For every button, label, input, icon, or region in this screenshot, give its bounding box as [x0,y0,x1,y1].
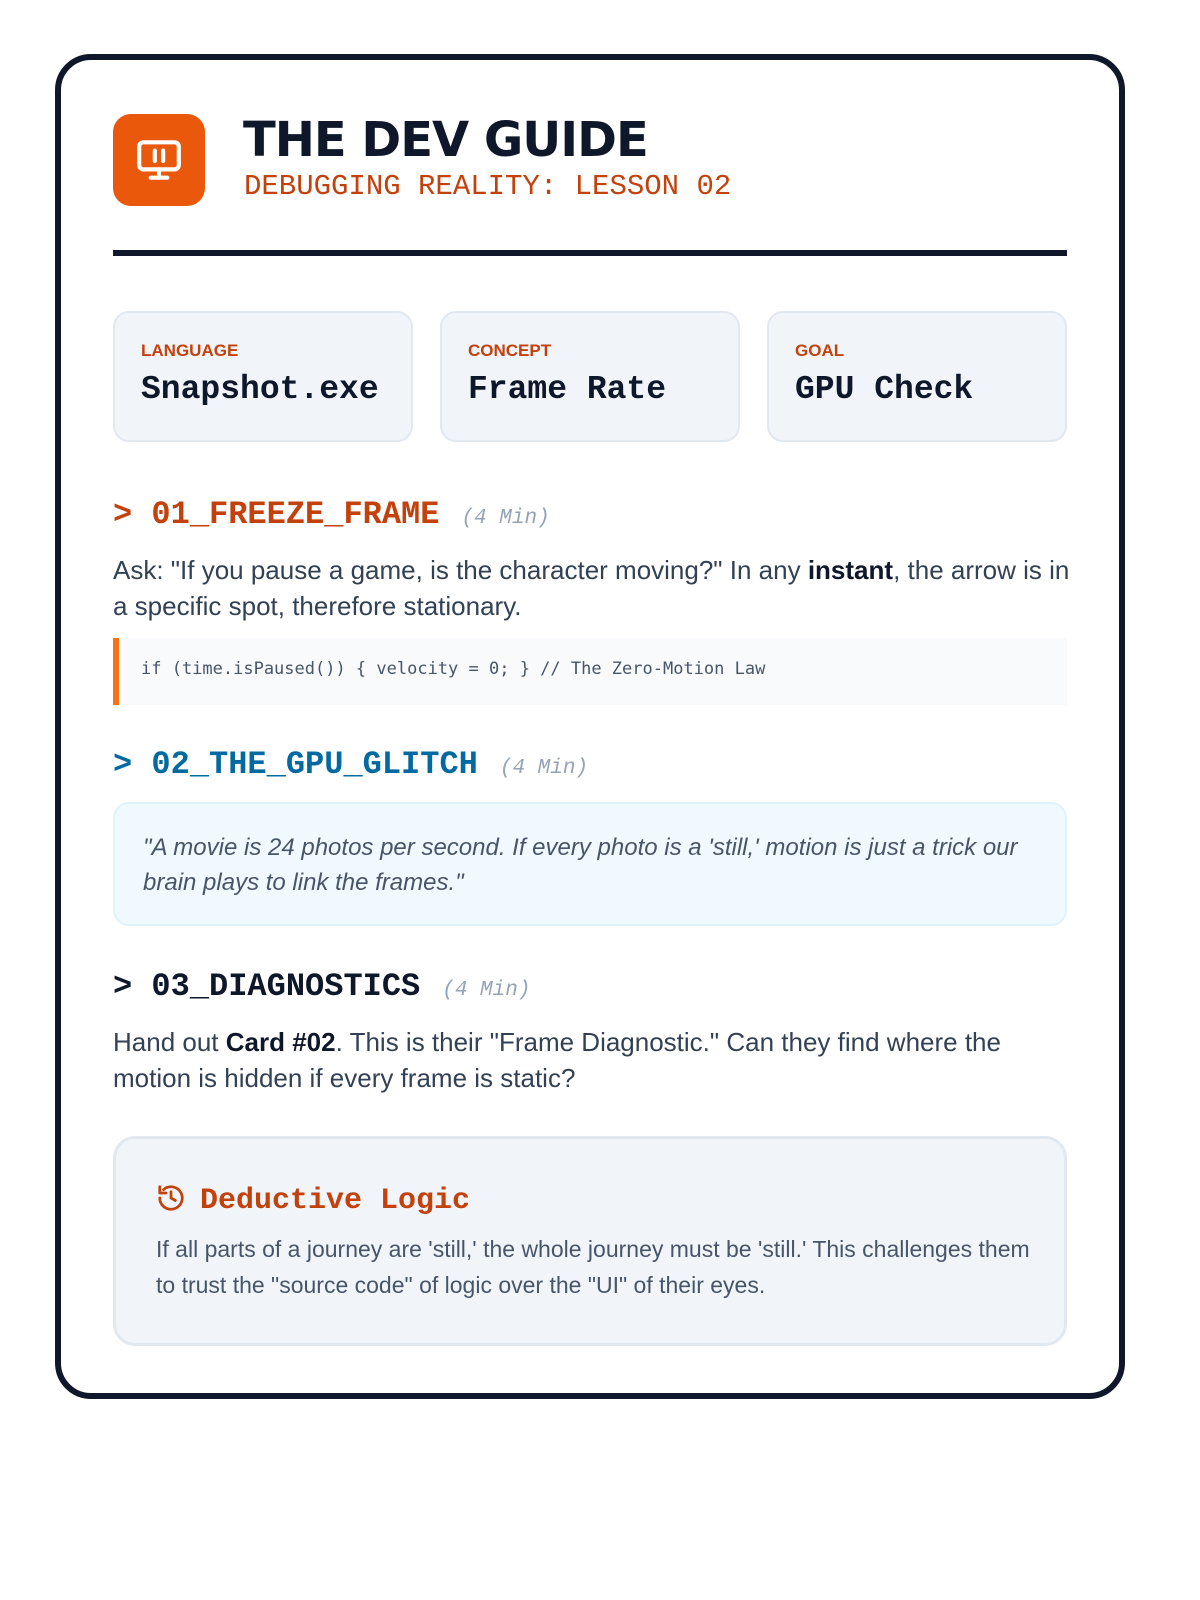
paragraph-text: , the arrow is in a specific spot, therefore stationary. [113,555,1070,621]
stats-row [113,311,1067,442]
paragraph-bold: Card #02 [225,1027,336,1057]
history-icon [156,1183,186,1218]
code-text: if (time.isPaused()) { velocity = 0; } // The Zero-Motion Law [141,659,766,679]
code-block [113,638,1067,705]
lesson-card [55,54,1125,1399]
stat-card-language [113,311,413,442]
section-paragraph [113,1024,1073,1096]
stat-label: LANGUAGE [141,341,239,360]
monitor-icon [113,114,205,206]
section-heading-freeze-frame [113,496,550,533]
section-title: > 01_FREEZE_FRAME [113,496,440,533]
section-duration: (4 Min) [442,979,531,1002]
page-title: THE DEV GUIDE [243,112,648,168]
stat-card-goal [767,311,1067,442]
stat-value: GPU Check [795,371,974,408]
section-title: > 02_THE_GPU_GLITCH [113,746,478,783]
section-duration: (4 Min) [461,507,550,530]
paragraph-text: . This is their "Frame Diagnostic." Can they find where the motion is hidden if every frame is static? [113,1027,1001,1093]
section-heading-diagnostics [113,968,530,1005]
stat-label: CONCEPT [468,341,552,360]
paragraph-bold: instant [807,555,894,585]
stat-value: Frame Rate [468,371,667,408]
section-title: > 03_DIAGNOSTICS [113,968,421,1005]
deductive-logic-box [113,1136,1067,1346]
quote-text: "A movie is 24 photos per second. If every photo is a 'still,' motion is just a trick our brain plays to link the frames." [143,834,1018,896]
stat-card-concept [440,311,740,442]
page-subtitle: DEBUGGING REALITY: LESSON 02 [244,170,732,203]
logic-title: Deductive Logic [200,1183,471,1218]
section-heading-gpu-glitch [113,746,588,783]
header [113,114,1067,256]
quote-box [113,802,1067,926]
paragraph-text: Ask: "If you pause a game, is the character moving?" In any [113,555,808,585]
section-paragraph [113,552,1073,624]
section-duration: (4 Min) [499,757,589,780]
stat-value: Snapshot.exe [141,371,379,408]
logic-text: If all parts of a journey are 'still,' the whole journey must be 'still.' This challenges them to trust the "source code" of logic over the "UI" of their eyes. [156,1236,1030,1298]
stat-label: GOAL [795,341,845,360]
logic-heading [156,1183,470,1218]
paragraph-text: Hand out [113,1027,226,1057]
